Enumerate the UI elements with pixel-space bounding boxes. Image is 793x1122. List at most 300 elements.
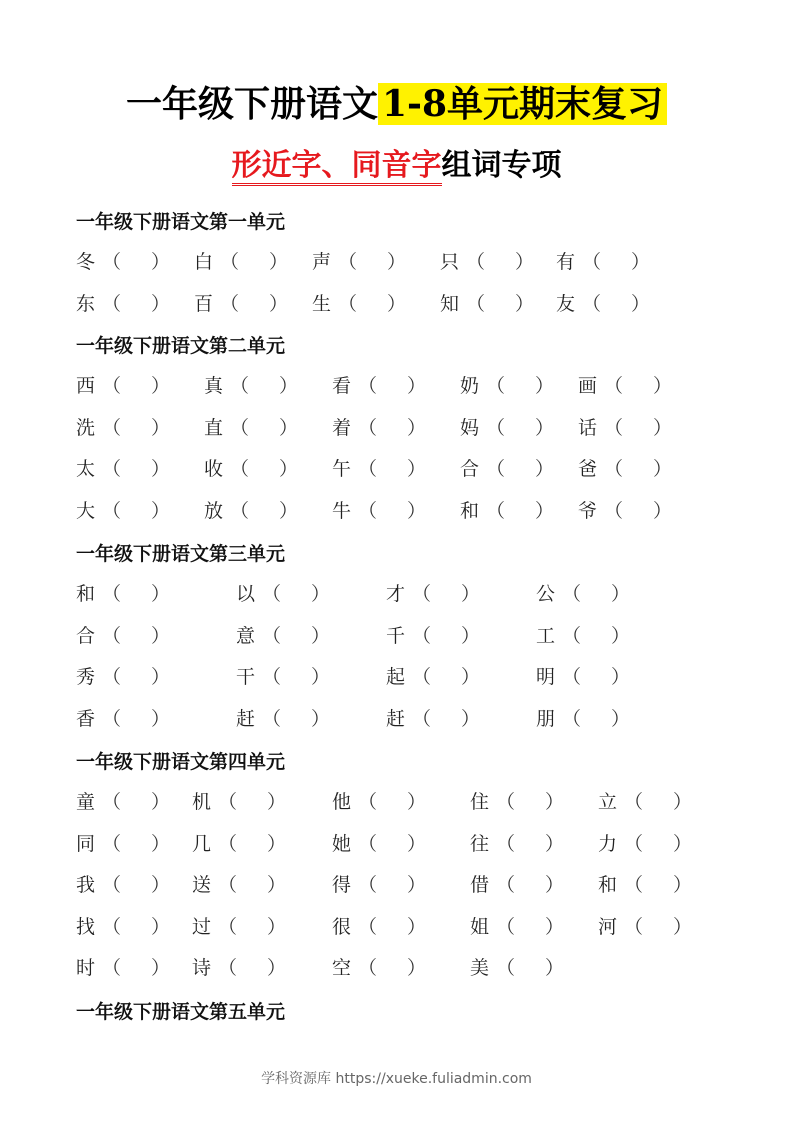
character: 话 xyxy=(578,416,598,439)
word-blank[interactable] xyxy=(470,912,564,942)
character: 声 xyxy=(312,251,332,273)
paren-open: （ xyxy=(102,957,122,979)
character: 赶 xyxy=(236,707,256,730)
word-blank[interactable] xyxy=(76,829,170,859)
character: 得 xyxy=(332,874,352,896)
paren-close: ） xyxy=(279,416,299,439)
paren-open: （ xyxy=(218,915,238,938)
word-row xyxy=(0,912,793,942)
character: 和 xyxy=(76,583,96,605)
paren-open: （ xyxy=(102,251,122,273)
paren-open: （ xyxy=(624,832,644,855)
paren-open: （ xyxy=(102,292,122,315)
paren-close: ） xyxy=(535,375,555,397)
paren-close: ） xyxy=(611,583,631,605)
word-blank[interactable] xyxy=(556,247,650,277)
character: 奶 xyxy=(460,375,480,397)
paren-close: ） xyxy=(653,458,673,480)
paren-open: （ xyxy=(358,791,378,813)
title-highlight: 1-8单元期末复习 xyxy=(378,83,667,125)
character: 同 xyxy=(76,832,96,855)
word-blank[interactable] xyxy=(76,454,170,484)
character: 往 xyxy=(470,832,490,855)
word-blank[interactable] xyxy=(76,247,170,277)
word-blank[interactable] xyxy=(76,413,170,443)
character: 立 xyxy=(598,791,618,813)
word-blank[interactable] xyxy=(578,371,672,401)
paren-open: （ xyxy=(102,915,122,938)
word-row xyxy=(0,953,793,983)
word-blank[interactable] xyxy=(236,662,330,692)
paren-close: ） xyxy=(279,375,299,397)
paren-close: ） xyxy=(631,251,651,273)
character: 秀 xyxy=(76,666,96,688)
character: 送 xyxy=(192,874,212,896)
character: 西 xyxy=(76,375,96,397)
word-blank[interactable] xyxy=(76,371,170,401)
paren-close: ） xyxy=(311,624,331,647)
character: 过 xyxy=(192,915,212,938)
paren-open: （ xyxy=(338,251,358,273)
character: 东 xyxy=(76,292,96,315)
paren-close: ） xyxy=(151,499,171,522)
word-blank[interactable] xyxy=(204,496,298,526)
character: 收 xyxy=(204,458,224,480)
paren-close: ） xyxy=(407,791,427,813)
character: 百 xyxy=(194,292,214,315)
paren-open: （ xyxy=(466,292,486,315)
character: 真 xyxy=(204,375,224,397)
paren-open: （ xyxy=(486,375,506,397)
character: 合 xyxy=(460,458,480,480)
subtitle-red: 形近字、同音字 xyxy=(232,148,442,186)
unit-title: 一年级下册语文第五单元 xyxy=(76,1001,286,1023)
unit-title: 一年级下册语文第四单元 xyxy=(76,751,286,773)
paren-close: ） xyxy=(151,292,171,315)
word-blank[interactable] xyxy=(598,912,692,942)
paren-close: ） xyxy=(515,292,535,315)
character: 白 xyxy=(194,251,214,273)
word-blank[interactable] xyxy=(598,787,692,817)
character: 以 xyxy=(236,583,256,605)
paren-open: （ xyxy=(412,583,432,605)
paren-close: ） xyxy=(407,375,427,397)
word-row xyxy=(0,496,793,526)
word-blank[interactable] xyxy=(578,454,672,484)
paren-close: ） xyxy=(311,583,331,605)
word-blank[interactable] xyxy=(192,787,286,817)
character: 住 xyxy=(470,791,490,813)
paren-open: （ xyxy=(562,583,582,605)
paren-close: ） xyxy=(407,832,427,855)
character: 她 xyxy=(332,832,352,855)
paren-open: （ xyxy=(358,458,378,480)
paren-open: （ xyxy=(230,499,250,522)
paren-open: （ xyxy=(102,375,122,397)
word-blank[interactable] xyxy=(192,829,286,859)
word-row xyxy=(0,870,793,900)
paren-open: （ xyxy=(496,915,516,938)
character: 香 xyxy=(76,707,96,730)
unit-title: 一年级下册语文第二单元 xyxy=(76,335,286,357)
page-subtitle xyxy=(0,144,793,188)
word-blank[interactable] xyxy=(332,829,426,859)
word-blank[interactable] xyxy=(332,953,426,983)
character: 洗 xyxy=(76,416,96,439)
paren-open: （ xyxy=(230,416,250,439)
paren-open: （ xyxy=(496,874,516,896)
paren-close: ） xyxy=(151,458,171,480)
paren-open: （ xyxy=(412,624,432,647)
character: 才 xyxy=(386,583,406,605)
word-blank[interactable] xyxy=(598,829,692,859)
word-row xyxy=(0,413,793,443)
paren-open: （ xyxy=(582,251,602,273)
paren-close: ） xyxy=(545,915,565,938)
paren-open: （ xyxy=(562,666,582,688)
word-blank[interactable] xyxy=(312,289,406,319)
paren-open: （ xyxy=(262,707,282,730)
character: 和 xyxy=(598,874,618,896)
word-blank[interactable] xyxy=(578,496,672,526)
character: 童 xyxy=(76,791,96,813)
character: 借 xyxy=(470,874,490,896)
word-blank[interactable] xyxy=(192,953,286,983)
paren-close: ） xyxy=(545,957,565,979)
word-blank[interactable] xyxy=(460,454,554,484)
character: 机 xyxy=(192,791,212,813)
character: 姐 xyxy=(470,915,490,938)
character: 美 xyxy=(470,957,490,979)
word-blank[interactable] xyxy=(556,289,650,319)
word-blank[interactable] xyxy=(76,870,170,900)
paren-open: （ xyxy=(496,791,516,813)
word-blank[interactable] xyxy=(236,621,330,651)
paren-close: ） xyxy=(407,499,427,522)
character: 看 xyxy=(332,375,352,397)
word-blank[interactable] xyxy=(332,371,426,401)
paren-open: （ xyxy=(102,416,122,439)
paren-open: （ xyxy=(562,624,582,647)
paren-open: （ xyxy=(220,251,240,273)
word-blank[interactable] xyxy=(536,704,630,734)
paren-open: （ xyxy=(624,791,644,813)
paren-close: ） xyxy=(545,874,565,896)
paren-open: （ xyxy=(582,292,602,315)
paren-close: ） xyxy=(151,915,171,938)
word-blank[interactable] xyxy=(332,496,426,526)
paren-close: ） xyxy=(267,791,287,813)
paren-close: ） xyxy=(461,707,481,730)
paren-open: （ xyxy=(102,791,122,813)
paren-close: ） xyxy=(267,874,287,896)
paren-open: （ xyxy=(218,957,238,979)
character: 他 xyxy=(332,791,352,813)
paren-open: （ xyxy=(230,458,250,480)
character: 牛 xyxy=(332,499,352,522)
character: 有 xyxy=(556,251,576,273)
paren-close: ） xyxy=(407,957,427,979)
paren-close: ） xyxy=(407,915,427,938)
paren-open: （ xyxy=(102,666,122,688)
character: 诗 xyxy=(192,957,212,979)
word-blank[interactable] xyxy=(76,704,170,734)
paren-open: （ xyxy=(496,832,516,855)
paren-close: ） xyxy=(151,832,171,855)
character: 赶 xyxy=(386,707,406,730)
word-row xyxy=(0,704,793,734)
unit-title: 一年级下册语文第一单元 xyxy=(76,211,286,233)
word-row xyxy=(0,787,793,817)
paren-open: （ xyxy=(338,292,358,315)
paren-close: ） xyxy=(151,666,171,688)
paren-open: （ xyxy=(562,707,582,730)
word-blank[interactable] xyxy=(236,579,330,609)
paren-open: （ xyxy=(358,915,378,938)
word-blank[interactable] xyxy=(536,662,630,692)
character: 明 xyxy=(536,666,556,688)
footer-watermark: 学科资源库 https://xueke.fuliadmin.com xyxy=(261,1071,532,1087)
paren-close: ） xyxy=(535,499,555,522)
word-blank[interactable] xyxy=(204,413,298,443)
character: 找 xyxy=(76,915,96,938)
character: 爷 xyxy=(578,499,598,522)
paren-open: （ xyxy=(358,832,378,855)
paren-close: ） xyxy=(311,707,331,730)
paren-open: （ xyxy=(102,624,122,647)
paren-close: ） xyxy=(151,874,171,896)
paren-open: （ xyxy=(604,416,624,439)
paren-close: ） xyxy=(515,251,535,273)
paren-close: ） xyxy=(461,583,481,605)
paren-open: （ xyxy=(624,915,644,938)
character: 友 xyxy=(556,292,576,315)
word-blank[interactable] xyxy=(386,579,480,609)
paren-close: ） xyxy=(407,874,427,896)
word-blank[interactable] xyxy=(440,247,534,277)
paren-close: ） xyxy=(673,915,693,938)
word-blank[interactable] xyxy=(332,413,426,443)
character: 爸 xyxy=(578,458,598,480)
character: 空 xyxy=(332,957,352,979)
paren-open: （ xyxy=(218,791,238,813)
word-blank[interactable] xyxy=(386,621,480,651)
paren-close: ） xyxy=(311,666,331,688)
character: 和 xyxy=(460,499,480,522)
word-blank[interactable] xyxy=(536,621,630,651)
paren-close: ） xyxy=(535,458,555,480)
paren-close: ） xyxy=(545,832,565,855)
paren-close: ） xyxy=(279,458,299,480)
paren-close: ） xyxy=(461,624,481,647)
character: 放 xyxy=(204,499,224,522)
word-row xyxy=(0,371,793,401)
word-blank[interactable] xyxy=(312,247,406,277)
paren-close: ） xyxy=(279,499,299,522)
word-blank[interactable] xyxy=(332,454,426,484)
paren-open: （ xyxy=(262,666,282,688)
paren-close: ） xyxy=(611,624,631,647)
paren-open: （ xyxy=(102,458,122,480)
page-title xyxy=(0,76,793,132)
character: 直 xyxy=(204,416,224,439)
word-blank[interactable] xyxy=(460,371,554,401)
paren-open: （ xyxy=(486,416,506,439)
character: 冬 xyxy=(76,251,96,273)
word-row xyxy=(0,621,793,651)
word-blank[interactable] xyxy=(76,496,170,526)
word-blank[interactable] xyxy=(76,787,170,817)
word-blank[interactable] xyxy=(76,289,170,319)
word-blank[interactable] xyxy=(192,870,286,900)
paren-close: ） xyxy=(673,832,693,855)
paren-open: （ xyxy=(412,666,432,688)
paren-open: （ xyxy=(358,957,378,979)
paren-close: ） xyxy=(673,874,693,896)
character: 只 xyxy=(440,251,460,273)
paren-close: ） xyxy=(387,251,407,273)
word-blank[interactable] xyxy=(76,912,170,942)
word-blank[interactable] xyxy=(192,912,286,942)
paren-close: ） xyxy=(653,499,673,522)
paren-close: ） xyxy=(673,791,693,813)
word-blank[interactable] xyxy=(76,662,170,692)
word-blank[interactable] xyxy=(460,496,554,526)
word-blank[interactable] xyxy=(470,829,564,859)
paren-close: ） xyxy=(151,791,171,813)
paren-open: （ xyxy=(230,375,250,397)
word-row xyxy=(0,579,793,609)
paren-close: ） xyxy=(267,915,287,938)
paren-close: ） xyxy=(407,416,427,439)
paren-open: （ xyxy=(220,292,240,315)
paren-open: （ xyxy=(358,375,378,397)
paren-close: ） xyxy=(151,375,171,397)
character: 画 xyxy=(578,375,598,397)
paren-close: ） xyxy=(151,583,171,605)
word-row xyxy=(0,289,793,319)
paren-close: ） xyxy=(461,666,481,688)
character: 很 xyxy=(332,915,352,938)
character: 力 xyxy=(598,832,618,855)
paren-open: （ xyxy=(604,375,624,397)
character: 起 xyxy=(386,666,406,688)
word-blank[interactable] xyxy=(536,579,630,609)
word-row xyxy=(0,829,793,859)
paren-open: （ xyxy=(102,707,122,730)
character: 河 xyxy=(598,915,618,938)
paren-close: ） xyxy=(151,251,171,273)
character: 午 xyxy=(332,458,352,480)
paren-close: ） xyxy=(151,624,171,647)
character: 几 xyxy=(192,832,212,855)
paren-close: ） xyxy=(611,666,631,688)
paren-open: （ xyxy=(358,874,378,896)
word-blank[interactable] xyxy=(204,454,298,484)
word-row xyxy=(0,247,793,277)
paren-close: ） xyxy=(267,957,287,979)
paren-close: ） xyxy=(653,416,673,439)
paren-close: ） xyxy=(545,791,565,813)
character: 生 xyxy=(312,292,332,315)
paren-open: （ xyxy=(218,832,238,855)
word-blank[interactable] xyxy=(386,662,480,692)
paren-open: （ xyxy=(262,624,282,647)
subtitle-rest: 组词专项 xyxy=(441,148,562,183)
paren-close: ） xyxy=(387,292,407,315)
word-blank[interactable] xyxy=(76,953,170,983)
paren-close: ） xyxy=(267,832,287,855)
word-blank[interactable] xyxy=(236,704,330,734)
paren-close: ） xyxy=(151,707,171,730)
paren-open: （ xyxy=(624,874,644,896)
unit-title: 一年级下册语文第三单元 xyxy=(76,543,286,565)
character: 工 xyxy=(536,624,556,647)
paren-close: ） xyxy=(611,707,631,730)
word-blank[interactable] xyxy=(598,870,692,900)
word-blank[interactable] xyxy=(332,787,426,817)
paren-open: （ xyxy=(102,832,122,855)
paren-open: （ xyxy=(102,499,122,522)
character: 大 xyxy=(76,499,96,522)
word-row xyxy=(0,454,793,484)
word-blank[interactable] xyxy=(470,787,564,817)
character: 着 xyxy=(332,416,352,439)
word-blank[interactable] xyxy=(76,579,170,609)
character: 千 xyxy=(386,624,406,647)
word-blank[interactable] xyxy=(194,247,288,277)
word-blank[interactable] xyxy=(332,870,426,900)
paren-open: （ xyxy=(262,583,282,605)
paren-close: ） xyxy=(269,292,289,315)
paren-close: ） xyxy=(269,251,289,273)
paren-open: （ xyxy=(604,458,624,480)
character: 公 xyxy=(536,583,556,605)
paren-open: （ xyxy=(604,499,624,522)
word-blank[interactable] xyxy=(194,289,288,319)
word-blank[interactable] xyxy=(470,870,564,900)
word-blank[interactable] xyxy=(204,371,298,401)
paren-open: （ xyxy=(412,707,432,730)
word-blank[interactable] xyxy=(470,953,564,983)
word-blank[interactable] xyxy=(578,413,672,443)
paren-close: ） xyxy=(631,292,651,315)
paren-close: ） xyxy=(151,957,171,979)
character: 时 xyxy=(76,957,96,979)
paren-open: （ xyxy=(496,957,516,979)
paren-open: （ xyxy=(466,251,486,273)
character: 太 xyxy=(76,458,96,480)
paren-close: ） xyxy=(653,375,673,397)
word-blank[interactable] xyxy=(332,912,426,942)
character: 知 xyxy=(440,292,460,315)
word-blank[interactable] xyxy=(76,621,170,651)
paren-close: ） xyxy=(151,416,171,439)
paren-open: （ xyxy=(102,874,122,896)
paren-open: （ xyxy=(358,416,378,439)
word-blank[interactable] xyxy=(386,704,480,734)
paren-open: （ xyxy=(358,499,378,522)
title-main: 一年级下册语文 xyxy=(125,83,378,125)
character: 意 xyxy=(236,624,256,647)
paren-close: ） xyxy=(535,416,555,439)
paren-close: ） xyxy=(407,458,427,480)
character: 我 xyxy=(76,874,96,896)
paren-open: （ xyxy=(486,499,506,522)
word-blank[interactable] xyxy=(460,413,554,443)
word-blank[interactable] xyxy=(440,289,534,319)
paren-open: （ xyxy=(102,583,122,605)
